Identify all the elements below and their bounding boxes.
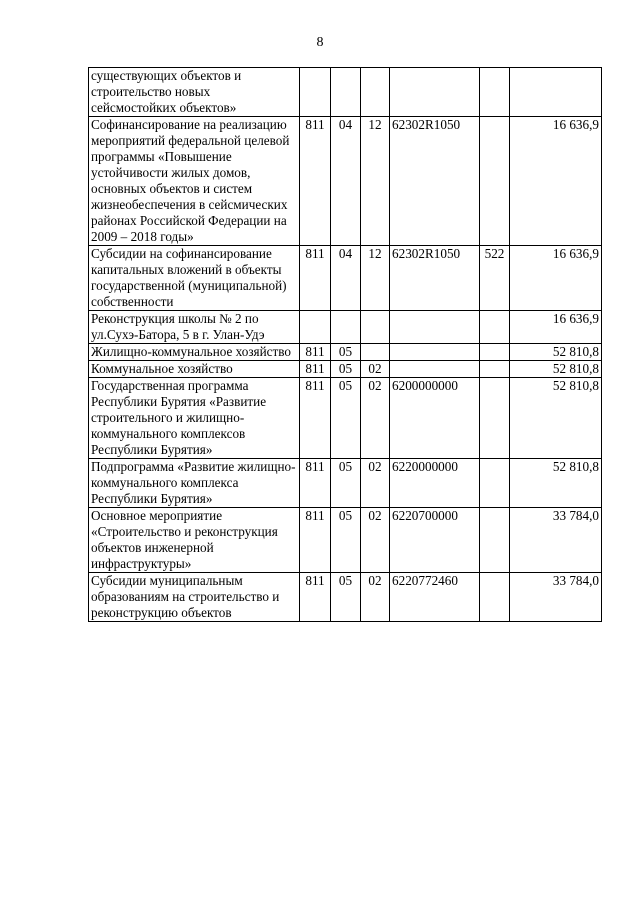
target-article-cell: 62302R1050 (390, 117, 480, 246)
target-article-cell: 6200000000 (390, 378, 480, 459)
ministry-code-cell (300, 68, 331, 117)
section-code-cell: 05 (331, 508, 361, 573)
sum-cell: 52 810,8 (510, 344, 602, 361)
sum-cell (510, 68, 602, 117)
target-article-cell (390, 344, 480, 361)
row-name-cell: Подпрограмма «Развитие жилищно-коммунального комплекса Республики Бурятия» (89, 459, 300, 508)
ministry-code-cell: 811 (300, 459, 331, 508)
section-code-cell: 05 (331, 459, 361, 508)
expense-type-cell (480, 378, 510, 459)
table-row (89, 344, 602, 361)
budget-table-body (89, 68, 602, 622)
target-article-cell (390, 68, 480, 117)
target-article-cell: 62302R1050 (390, 246, 480, 311)
target-article-cell: 6220700000 (390, 508, 480, 573)
expense-type-cell (480, 361, 510, 378)
subsection-code-cell (361, 344, 390, 361)
subsection-code-cell: 02 (361, 508, 390, 573)
ministry-code-cell: 811 (300, 378, 331, 459)
row-name-cell: Основное мероприятие «Строительство и реконструкция объектов инженерной инфраструктуры» (89, 508, 300, 573)
expense-type-cell (480, 508, 510, 573)
row-name-cell: Реконструкция школы № 2 по ул.Сухэ-Батора, 5 в г. Улан-Удэ (89, 311, 300, 344)
section-code-cell: 05 (331, 378, 361, 459)
expense-type-cell (480, 117, 510, 246)
section-code-cell: 04 (331, 117, 361, 246)
subsection-code-cell: 12 (361, 246, 390, 311)
ministry-code-cell: 811 (300, 361, 331, 378)
expense-type-cell (480, 344, 510, 361)
subsection-code-cell: 02 (361, 378, 390, 459)
sum-cell: 16 636,9 (510, 117, 602, 246)
row-name-cell: Софинансирование на реализацию мероприятий федеральной целевой программы «Повышение устойчивости жилых домов, основных объектов и систем жизнеобеспечения в сейсмических районах Российской Федерации на 2009 – 2018 годы» (89, 117, 300, 246)
row-name-cell: Государственная программа Республики Бурятия «Развитие строительного и жилищно-коммунального комплексов Республики Бурятия» (89, 378, 300, 459)
ministry-code-cell: 811 (300, 573, 331, 622)
row-name-cell: Субсидии муниципальным образованиям на строительство и реконструкцию объектов (89, 573, 300, 622)
table-row (89, 378, 602, 459)
budget-table (88, 67, 602, 622)
sum-cell: 16 636,9 (510, 311, 602, 344)
expense-type-cell: 522 (480, 246, 510, 311)
row-name-cell: существующих объектов и строительство новых сейсмостойких объектов» (89, 68, 300, 117)
table-row (89, 117, 602, 246)
subsection-code-cell (361, 68, 390, 117)
section-code-cell: 04 (331, 246, 361, 311)
section-code-cell: 05 (331, 361, 361, 378)
target-article-cell: 6220000000 (390, 459, 480, 508)
target-article-cell (390, 361, 480, 378)
row-name-cell: Коммунальное хозяйство (89, 361, 300, 378)
subsection-code-cell: 12 (361, 117, 390, 246)
sum-cell: 52 810,8 (510, 459, 602, 508)
table-row (89, 508, 602, 573)
section-code-cell (331, 68, 361, 117)
subsection-code-cell: 02 (361, 573, 390, 622)
ministry-code-cell (300, 311, 331, 344)
page-number: 8 (316, 35, 324, 50)
expense-type-cell (480, 573, 510, 622)
table-row (89, 361, 602, 378)
subsection-code-cell: 02 (361, 361, 390, 378)
section-code-cell: 05 (331, 573, 361, 622)
row-name-cell: Жилищно-коммунальное хозяйство (89, 344, 300, 361)
expense-type-cell (480, 311, 510, 344)
table-row (89, 459, 602, 508)
subsection-code-cell: 02 (361, 459, 390, 508)
ministry-code-cell: 811 (300, 246, 331, 311)
section-code-cell (331, 311, 361, 344)
sum-cell: 52 810,8 (510, 378, 602, 459)
table-row (89, 573, 602, 622)
target-article-cell: 6220772460 (390, 573, 480, 622)
ministry-code-cell: 811 (300, 117, 331, 246)
expense-type-cell (480, 68, 510, 117)
sum-cell: 16 636,9 (510, 246, 602, 311)
row-name-cell: Субсидии на софинансирование капитальных вложений в объекты государственной (муниципальной) собственности (89, 246, 300, 311)
subsection-code-cell (361, 311, 390, 344)
ministry-code-cell: 811 (300, 344, 331, 361)
sum-cell: 33 784,0 (510, 573, 602, 622)
sum-cell: 33 784,0 (510, 508, 602, 573)
table-row (89, 68, 602, 117)
table-row (89, 246, 602, 311)
table-row (89, 311, 602, 344)
target-article-cell (390, 311, 480, 344)
sum-cell: 52 810,8 (510, 361, 602, 378)
section-code-cell: 05 (331, 344, 361, 361)
expense-type-cell (480, 459, 510, 508)
ministry-code-cell: 811 (300, 508, 331, 573)
